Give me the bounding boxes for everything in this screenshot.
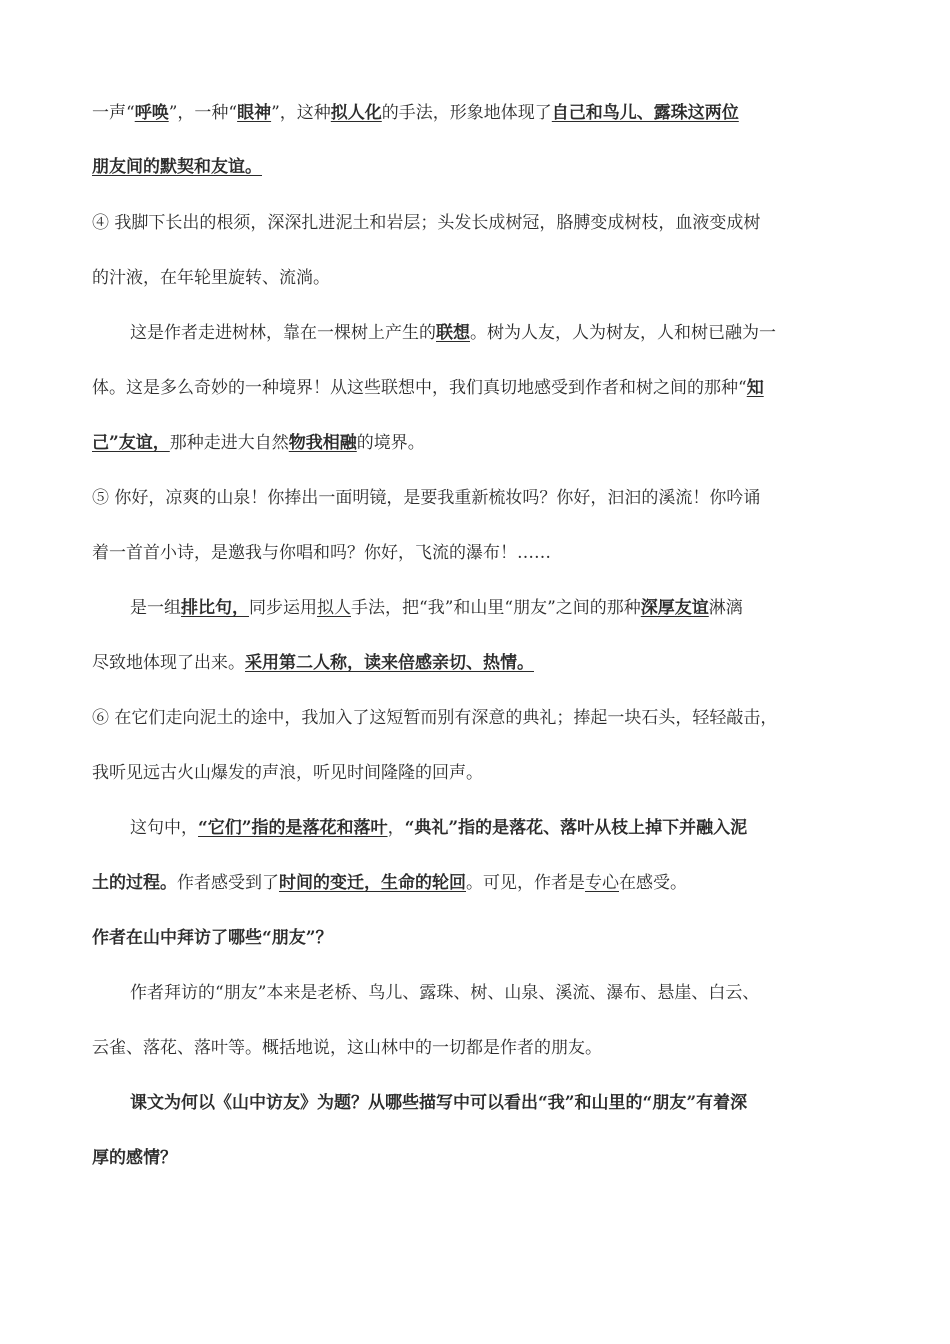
key-term: “典礼”指的是落花、落叶从枝上掉下并融入泥: [404, 818, 748, 838]
key-term: 深厚友谊: [640, 598, 709, 618]
answer-line: 云雀、落花、落叶等。概括地说，这山林中的一切都是作者的朋友。: [92, 1038, 602, 1058]
text: 这句中，: [130, 818, 198, 838]
analysis-line: [130, 595, 862, 621]
text: 是一组: [130, 598, 181, 618]
analysis-line: [130, 320, 862, 346]
text: ”，一种“: [168, 103, 238, 123]
text: 的手法，形象地体现了: [381, 103, 552, 123]
analysis-line: [92, 154, 862, 180]
question-heading: 课文为何以《山中访友》为题？从哪些描写中可以看出“我”和山里的“朋友”有着深: [130, 1093, 748, 1113]
text: 同步运用: [249, 598, 317, 618]
key-term: 专心: [585, 873, 619, 893]
text: 作者感受到了: [177, 873, 279, 893]
key-term: 土的过程。: [92, 873, 177, 893]
analysis-line: [92, 870, 862, 896]
quoted-sentence: ④ 我脚下长出的根须，深深扎进泥土和岩层；头发长成树冠，胳膊变成树枝，血液变成树: [92, 213, 761, 233]
analysis-line: [92, 375, 862, 401]
analysis-line: [92, 650, 862, 676]
key-term: 知: [746, 378, 764, 398]
key-term: 采用第二人称，读来倍感亲切、热情。: [245, 653, 534, 673]
key-term: 时间的变迁，生命的轮回: [279, 873, 466, 893]
text: 淋漓: [708, 598, 743, 618]
key-term: 物我相融: [288, 433, 357, 453]
analysis-line: [92, 100, 862, 126]
key-term: “它们”指的是落花和落叶: [198, 818, 388, 838]
text: 那种走进大自然: [169, 433, 289, 453]
key-term: 呼唤: [134, 103, 169, 123]
text: 的境界。: [356, 433, 425, 453]
key-term: 朋友间的默契和友谊。: [92, 157, 262, 177]
text: ”，这种: [271, 103, 331, 123]
text: 在感受。: [619, 873, 687, 893]
quoted-sentence: 的汁液，在年轮里旋转、流淌。: [92, 268, 330, 288]
key-term: 己”友谊，: [92, 433, 170, 453]
question-heading: 厚的感情？: [92, 1148, 177, 1168]
key-term: 联想: [436, 323, 470, 343]
analysis-line: [130, 815, 862, 841]
quoted-sentence: 着一首首小诗，是邀我与你唱和吗？你好，飞流的瀑布！……: [92, 543, 551, 563]
answer-line: 作者拜访的“朋友”本来是老桥、鸟儿、露珠、树、山泉、溪流、瀑布、悬崖、白云、: [130, 983, 760, 1003]
quoted-sentence: ⑥ 在它们走向泥土的途中，我加入了这短暂而别有深意的典礼；捧起一块石头，轻轻敲击，: [92, 708, 778, 728]
key-term: 拟人化: [330, 103, 382, 123]
question-heading: 作者在山中拜访了哪些“朋友”？: [92, 928, 333, 948]
key-term: 拟人: [317, 598, 351, 618]
text: 尽致地体现了出来。: [92, 653, 245, 673]
text: 。树为人友，人为树友，人和树已融为一: [470, 323, 776, 343]
analysis-line: [92, 430, 862, 456]
quoted-sentence: ⑤ 你好，凉爽的山泉！你捧出一面明镜，是要我重新梳妆吗？你好，汩汩的溪流！你吟诵: [92, 488, 761, 508]
quoted-sentence: 我听见远古火山爆发的声浪，听见时间隆隆的回声。: [92, 763, 483, 783]
key-term: 自己和鸟儿、露珠这两位: [551, 103, 739, 123]
text: 这是作者走进树林，靠在一棵树上产生的: [130, 323, 436, 343]
text: ，: [387, 818, 405, 838]
text: 。可见，作者是: [466, 873, 585, 893]
text: 一声“: [92, 103, 135, 123]
text: 体。这是多么奇妙的一种境界！从这些联想中，我们真切地感受到作者和树之间的那种“: [92, 378, 747, 398]
key-term: 排比句，: [181, 598, 249, 618]
key-term: 眼神: [237, 103, 272, 123]
text: 手法，把“我”和山里“朋友”之间的那种: [351, 598, 641, 618]
